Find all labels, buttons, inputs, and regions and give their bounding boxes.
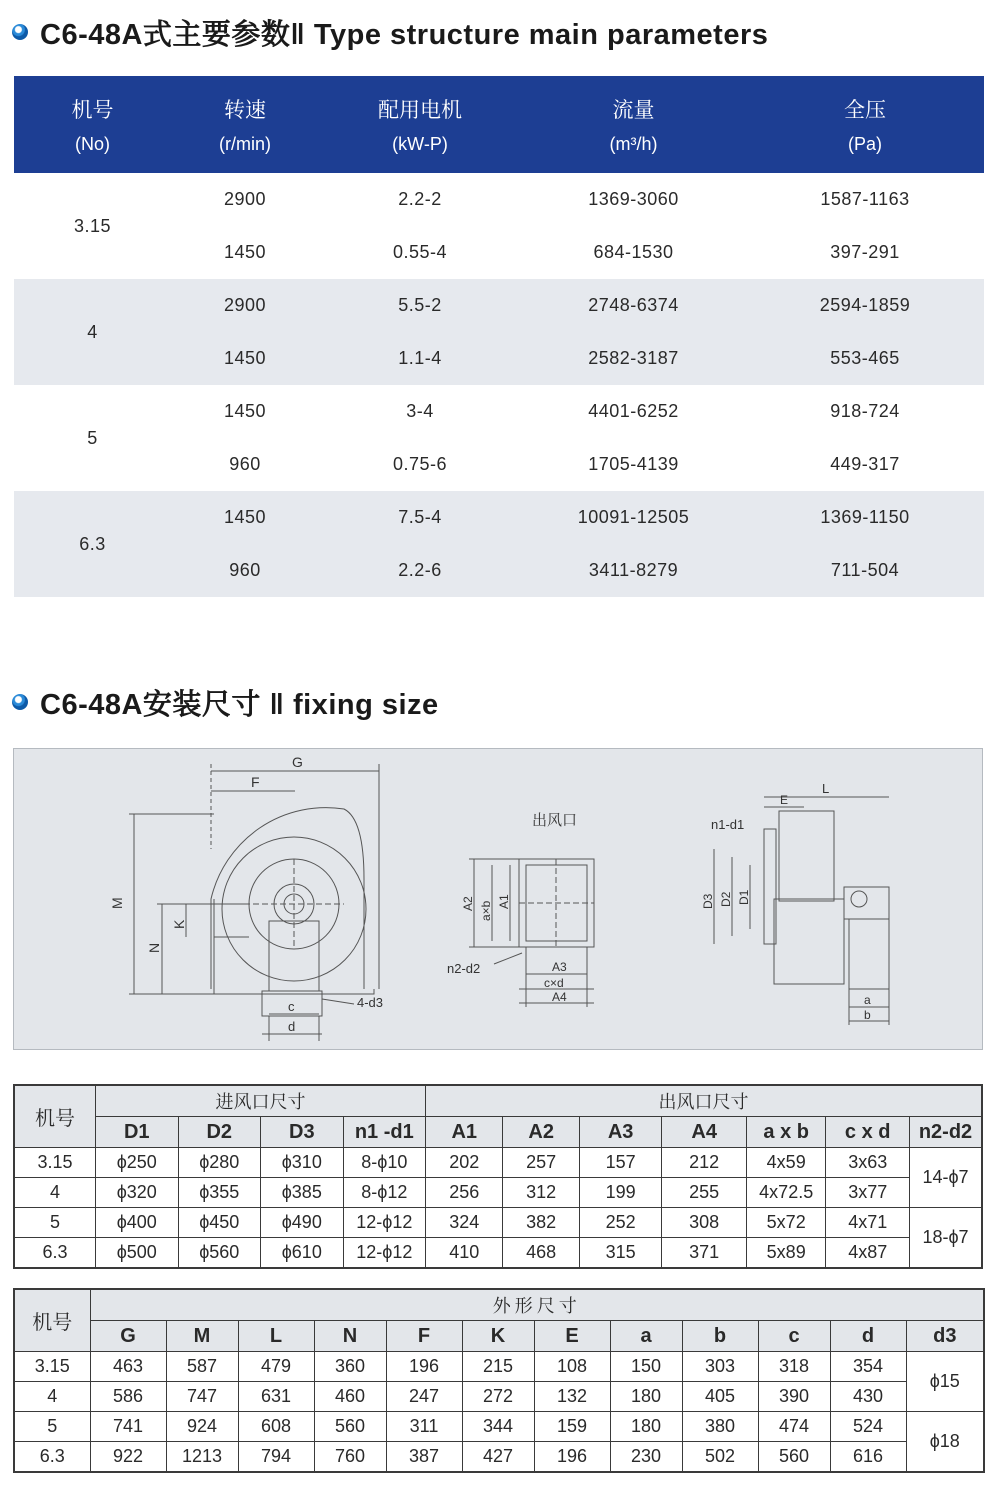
- table-cell: 405: [682, 1382, 758, 1412]
- table-cell: 150: [610, 1352, 682, 1382]
- motor: 5.5-2: [319, 279, 521, 332]
- col-D2: D2: [178, 1117, 261, 1148]
- table-cell: 3x63: [826, 1148, 910, 1178]
- table-cell: 382: [503, 1208, 579, 1238]
- col-N: N: [314, 1321, 386, 1352]
- pressure: 918-724: [830, 401, 900, 421]
- outline-size-table: [13, 1288, 985, 1473]
- machine-no: 5: [14, 1208, 96, 1238]
- label-K: K: [171, 919, 187, 929]
- table-cell: 215: [462, 1352, 534, 1382]
- table-cell: 8-ϕ12: [343, 1178, 426, 1208]
- col-G: G: [90, 1321, 166, 1352]
- label-A3: A3: [552, 960, 567, 974]
- label-b: b: [864, 1008, 871, 1022]
- outlet-view: [447, 812, 594, 1007]
- table-cell: 315: [579, 1238, 662, 1269]
- speed: 1450: [223, 242, 267, 262]
- speed: 960: [171, 544, 319, 597]
- table-cell: 468: [503, 1238, 579, 1269]
- label-axb: a×b: [479, 900, 493, 921]
- table-cell: 387: [386, 1442, 462, 1473]
- label-G: G: [292, 754, 303, 770]
- table-cell: 180: [610, 1412, 682, 1442]
- table-cell: 199: [579, 1178, 662, 1208]
- table-row: [14, 1208, 982, 1238]
- d3-value: ϕ18: [906, 1412, 984, 1473]
- pressure: 397-291: [830, 242, 900, 262]
- label-4-d3: 4-d3: [357, 995, 384, 1010]
- table-cell: 132: [534, 1382, 610, 1412]
- table-cell: 157: [579, 1148, 662, 1178]
- table-cell: 272: [462, 1382, 534, 1412]
- table-cell: 108: [534, 1352, 610, 1382]
- label-n2-d2: n2-d2: [447, 961, 481, 976]
- table-cell: 344: [462, 1412, 534, 1442]
- motor: 7.5-4: [319, 491, 521, 544]
- flow: 4401-6252: [588, 401, 679, 421]
- header-outline-group: 外形尺寸: [90, 1289, 984, 1321]
- col-d3: d3: [906, 1321, 984, 1352]
- motor: 2.2-2: [398, 189, 442, 209]
- col-axb: a x b: [746, 1117, 825, 1148]
- section-title-text: C6-48A安装尺寸 ‖ fixing size: [40, 688, 439, 721]
- header-inlet-group: 进风口尺寸: [96, 1085, 426, 1117]
- flow: 3411-8279: [521, 544, 746, 597]
- label-F: F: [251, 774, 260, 790]
- table-cell: 311: [386, 1412, 462, 1442]
- table-cell: 247: [386, 1382, 462, 1412]
- table-row: [14, 1178, 982, 1208]
- table-cell: 502: [682, 1442, 758, 1473]
- speed: 1450: [223, 401, 267, 421]
- table-cell: ϕ280: [178, 1148, 261, 1178]
- table-cell: 3x77: [826, 1178, 910, 1208]
- table-row: [14, 385, 984, 438]
- table-cell: ϕ610: [261, 1238, 344, 1269]
- label-n1-d1: n1-d1: [711, 817, 745, 832]
- n2-d2-value: 14-ϕ7: [909, 1148, 982, 1208]
- pressure: 1369-1150: [746, 491, 984, 544]
- machine-no: 4: [14, 1178, 96, 1208]
- col-A3: A3: [579, 1117, 662, 1148]
- label-c: c: [288, 999, 295, 1014]
- pressure: 1587-1163: [820, 189, 910, 209]
- table-cell: ϕ560: [178, 1238, 261, 1269]
- table-cell: 608: [238, 1412, 314, 1442]
- col-A1: A1: [426, 1117, 503, 1148]
- machine-no: 6.3: [14, 1238, 96, 1269]
- table-cell: 922: [90, 1442, 166, 1473]
- col-D1: D1: [96, 1117, 179, 1148]
- table-cell: 380: [682, 1412, 758, 1442]
- table-cell: 4x72.5: [746, 1178, 825, 1208]
- table-cell: 1213: [166, 1442, 238, 1473]
- table-cell: 202: [426, 1148, 503, 1178]
- header-pressure: 全压 (Pa): [746, 76, 984, 173]
- table-cell: 12-ϕ12: [343, 1208, 426, 1238]
- header-motor: 配用电机 (kW-P): [319, 76, 521, 173]
- speed: 960: [229, 454, 261, 474]
- d3-value: ϕ15: [906, 1352, 984, 1412]
- pressure: 553-465: [746, 332, 984, 385]
- table-cell: 524: [830, 1412, 906, 1442]
- col-c: c: [758, 1321, 830, 1352]
- pressure: 711-504: [746, 544, 984, 597]
- table-cell: 212: [662, 1148, 747, 1178]
- col-E: E: [534, 1321, 610, 1352]
- pressure: 449-317: [830, 454, 900, 474]
- table-cell: 463: [90, 1352, 166, 1382]
- header-machine-no: 机号: [14, 1085, 96, 1148]
- table-row: [14, 1412, 984, 1442]
- flow: 10091-12505: [521, 491, 746, 544]
- table-cell: 196: [534, 1442, 610, 1473]
- machine-no: 5: [14, 1412, 90, 1442]
- col-D3: D3: [261, 1117, 344, 1148]
- table-row: [14, 1352, 984, 1382]
- col-n1-d1: n1 -d1: [343, 1117, 426, 1148]
- table-cell: 616: [830, 1442, 906, 1473]
- flow: 684-1530: [593, 242, 674, 262]
- table-cell: 324: [426, 1208, 503, 1238]
- label-A4: A4: [552, 990, 567, 1004]
- outlet-label: 出风口: [532, 812, 578, 829]
- side-view: [701, 781, 889, 1025]
- motor: 0.75-6: [392, 454, 448, 474]
- col-b: b: [682, 1321, 758, 1352]
- table-cell: 479: [238, 1352, 314, 1382]
- label-D3: D3: [701, 893, 715, 909]
- table-cell: 631: [238, 1382, 314, 1412]
- table-cell: 460: [314, 1382, 386, 1412]
- table-cell: 196: [386, 1352, 462, 1382]
- table-cell: 5x72: [746, 1208, 825, 1238]
- col-d: d: [830, 1321, 906, 1352]
- flow: 1369-3060: [588, 189, 679, 209]
- table-cell: 760: [314, 1442, 386, 1473]
- speed: 1450: [171, 332, 319, 385]
- motor: 3-4: [406, 401, 434, 421]
- table-row: [14, 279, 984, 332]
- table-cell: 741: [90, 1412, 166, 1442]
- table-cell: 354: [830, 1352, 906, 1382]
- table-cell: 924: [166, 1412, 238, 1442]
- front-view: [109, 754, 383, 1041]
- flow: 2582-3187: [521, 332, 746, 385]
- col-n2-d2: n2-d2: [909, 1117, 982, 1148]
- motor: 0.55-4: [392, 242, 448, 262]
- table-row: [14, 1382, 984, 1412]
- table-cell: ϕ310: [261, 1148, 344, 1178]
- table-cell: 8-ϕ10: [343, 1148, 426, 1178]
- parameters-table: [14, 76, 984, 597]
- label-A2: A2: [461, 896, 475, 911]
- header-machine-no: 机号 (No): [14, 76, 171, 173]
- speed: 2900: [223, 189, 267, 209]
- col-A2: A2: [503, 1117, 579, 1148]
- table-cell: 312: [503, 1178, 579, 1208]
- label-M: M: [109, 897, 125, 909]
- header-outlet-group: 出风口尺寸: [426, 1085, 982, 1117]
- table-cell: ϕ385: [261, 1178, 344, 1208]
- label-L: L: [822, 781, 830, 796]
- col-M: M: [166, 1321, 238, 1352]
- table-cell: 390: [758, 1382, 830, 1412]
- table-cell: 410: [426, 1238, 503, 1269]
- parameters-header-row: [14, 76, 984, 173]
- header-machine-no: 机号: [14, 1289, 90, 1352]
- header-flow: 流量 (m³/h): [521, 76, 746, 173]
- table-row: [14, 1238, 982, 1269]
- table-row: [14, 1148, 982, 1178]
- machine-no: 6.3: [14, 491, 171, 597]
- inlet-outlet-size-table: [13, 1084, 983, 1269]
- label-d: d: [288, 1019, 296, 1034]
- table-cell: ϕ320: [96, 1178, 179, 1208]
- section-title-fixing-size: [12, 682, 439, 722]
- table-cell: ϕ450: [178, 1208, 261, 1238]
- table-cell: 474: [758, 1412, 830, 1442]
- bullet-icon: [12, 24, 28, 40]
- machine-no: 4: [14, 279, 171, 385]
- table-cell: 256: [426, 1178, 503, 1208]
- pressure: 2594-1859: [746, 279, 984, 332]
- table-cell: 560: [314, 1412, 386, 1442]
- table-cell: 747: [166, 1382, 238, 1412]
- table-cell: 4x71: [826, 1208, 910, 1238]
- fixing-size-diagram: [13, 748, 983, 1050]
- machine-no: 3.15: [14, 1352, 90, 1382]
- table-cell: 303: [682, 1352, 758, 1382]
- bullet-icon: [12, 694, 28, 710]
- table-cell: ϕ490: [261, 1208, 344, 1238]
- col-F: F: [386, 1321, 462, 1352]
- table-cell: 587: [166, 1352, 238, 1382]
- motor: 1.1-4: [319, 332, 521, 385]
- table-cell: 159: [534, 1412, 610, 1442]
- table-cell: 360: [314, 1352, 386, 1382]
- table-cell: 308: [662, 1208, 747, 1238]
- label-cxd: c×d: [544, 976, 564, 990]
- table-cell: ϕ355: [178, 1178, 261, 1208]
- label-a: a: [864, 993, 871, 1007]
- table-cell: 794: [238, 1442, 314, 1473]
- section-title-parameters: [12, 12, 768, 52]
- table-cell: 180: [610, 1382, 682, 1412]
- label-D1: D1: [737, 889, 751, 905]
- col-A4: A4: [662, 1117, 747, 1148]
- machine-no: 4: [14, 1382, 90, 1412]
- motor: 2.2-6: [319, 544, 521, 597]
- col-L: L: [238, 1321, 314, 1352]
- section-title-text: C6-48A式主要参数‖ Type structure main parameters: [40, 18, 769, 51]
- fan-drawing: [14, 749, 982, 1049]
- table-cell: 371: [662, 1238, 747, 1269]
- n2-d2-value: 18-ϕ7: [909, 1208, 982, 1269]
- flow: 2748-6374: [521, 279, 746, 332]
- table-cell: 257: [503, 1148, 579, 1178]
- table-cell: 427: [462, 1442, 534, 1473]
- machine-no: 6.3: [14, 1442, 90, 1473]
- table-cell: 586: [90, 1382, 166, 1412]
- label-N: N: [146, 942, 162, 953]
- header-speed: 转速 (r/min): [171, 76, 319, 173]
- table-cell: 252: [579, 1208, 662, 1238]
- speed: 1450: [171, 491, 319, 544]
- table-cell: 4x59: [746, 1148, 825, 1178]
- table-cell: 230: [610, 1442, 682, 1473]
- table-cell: 5x89: [746, 1238, 825, 1269]
- table-row: [14, 1442, 984, 1473]
- table-cell: ϕ250: [96, 1148, 179, 1178]
- table-cell: 12-ϕ12: [343, 1238, 426, 1269]
- machine-no: 5: [87, 427, 98, 448]
- label-E: E: [780, 793, 789, 807]
- col-cxd: c x d: [826, 1117, 910, 1148]
- col-K: K: [462, 1321, 534, 1352]
- col-a: a: [610, 1321, 682, 1352]
- table-row: [14, 491, 984, 544]
- table-cell: 430: [830, 1382, 906, 1412]
- table-cell: 560: [758, 1442, 830, 1473]
- label-A1: A1: [497, 894, 511, 909]
- table-row: [14, 173, 984, 226]
- machine-no: 3.15: [14, 1148, 96, 1178]
- machine-no: 3.15: [73, 215, 112, 236]
- table-cell: 4x87: [826, 1238, 910, 1269]
- label-D2: D2: [719, 891, 733, 907]
- flow: 1705-4139: [588, 454, 679, 474]
- table-cell: 318: [758, 1352, 830, 1382]
- table-cell: ϕ500: [96, 1238, 179, 1269]
- table-cell: 255: [662, 1178, 747, 1208]
- speed: 2900: [171, 279, 319, 332]
- table-cell: ϕ400: [96, 1208, 179, 1238]
